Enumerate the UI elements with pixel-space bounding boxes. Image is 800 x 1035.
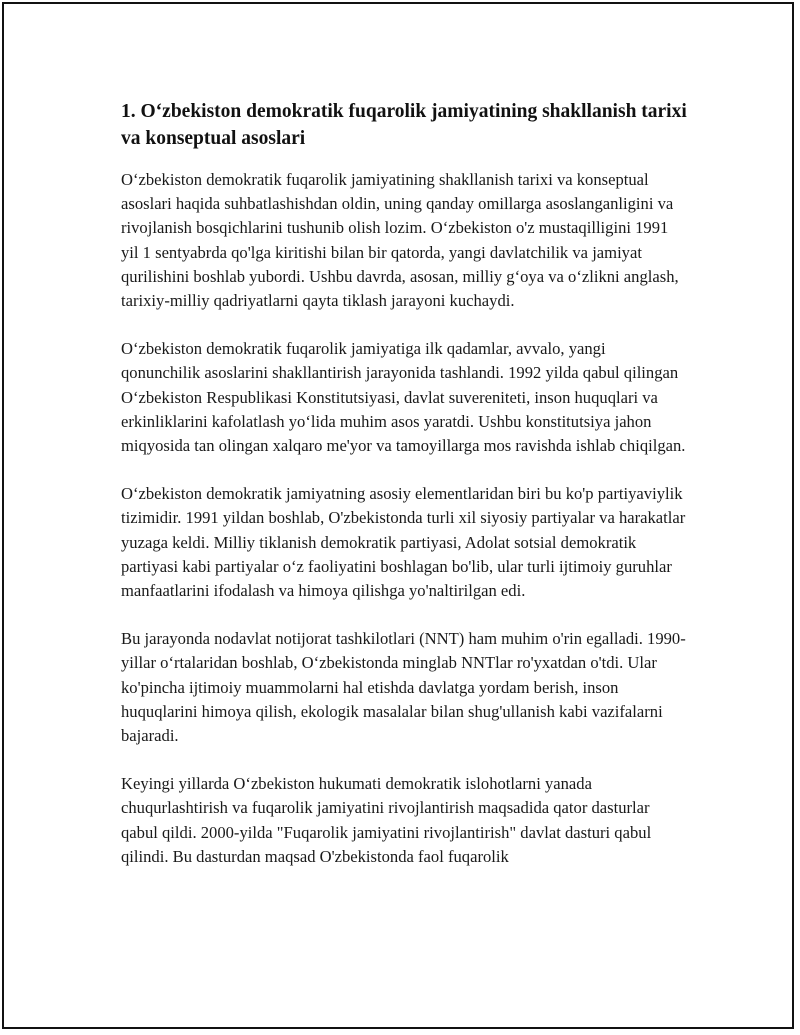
- document-body: [121, 98, 687, 893]
- paragraph-3: O‘zbekiston demokratik jamiyatning asosiy elementlaridan biri bu ko'p partiyaviylik tizimidir. 1991 yildan boshlab, O'zbekistonda turli xil siyosiy partiyalar va harakatlar yuzaga keldi. Milliy tiklanish demokratik partiyasi, Adolat sotsial demokratik partiyasi kabi partiyalar o‘z faoliyatini boshlagan bo'lib, ular turli ijtimoiy guruhlar manfaatlarini ifodalash va himoya qilishga yo'naltirilgan edi.: [121, 484, 686, 601]
- paragraph-2: O‘zbekiston demokratik fuqarolik jamiyatiga ilk qadamlar, avvalo, yangi qonunchilik asoslarini shakllantirish jarayonida tashlandi. 1992 yilda qabul qilingan O‘zbekiston Respublikasi Konstitutsiyasi, davlat suvereniteti, inson huquqlari va erkinliklarini kafolatlash yo‘lida muhim asos yaratdi. Ushbu konstitutsiya jahon miqyosida tan olingan xalqaro me'yor va tamoyillarga mos ravishda ishlab chiqilgan.: [121, 339, 686, 456]
- page-frame: [2, 2, 794, 1029]
- page-title: 1. O‘zbekiston demokratik fuqarolik jamiyatining shakllanish tarixi va konseptual asoslari: [121, 101, 687, 149]
- paragraph-4: Bu jarayonda nodavlat notijorat tashkilotlari (NNT) ham muhim o'rin egalladi. 1990-yillar o‘rtalaridan boshlab, O‘zbekistonda minglab NNTlar ro'yxatdan o'tdi. Ular ko'pincha ijtimoiy muammolarni hal etishda davlatga yordam berish, inson huquqlarini himoya qilish, ekologik masalalar bilan shug'ullanish kabi vazifalarni bajaradi.: [121, 629, 686, 746]
- paragraph-1: O‘zbekiston demokratik fuqarolik jamiyatining shakllanish tarixi va konseptual asoslari haqida suhbatlashishdan oldin, uning qanday omillarga asoslanganligini va rivojlanish bosqichlarini tushunib olish lozim. O‘zbekiston o'z mustaqilligini 1991 yil 1 sentyabrda qo'lga kiritishi bilan bir qatorda, yangi davlatchilik va jamiyat qurilishini boshlab yubordi. Ushbu davrda, asosan, milliy g‘oya va o‘zlikni anglash, tarixiy-milliy qadriyatlarni qayta tiklash jarayoni kuchaydi.: [121, 170, 679, 311]
- paragraph-5: Keyingi yillarda O‘zbekiston hukumati demokratik islohotlarni yanada chuqurlashtirish va fuqarolik jamiyatini rivojlantirish maqsadida qator dasturlar qabul qildi. 2000-yilda "Fuqarolik jamiyatini rivojlantirish" davlat dasturi qabul qilindi. Bu dasturdan maqsad O'zbekistonda faol fuqarolik: [121, 774, 652, 866]
